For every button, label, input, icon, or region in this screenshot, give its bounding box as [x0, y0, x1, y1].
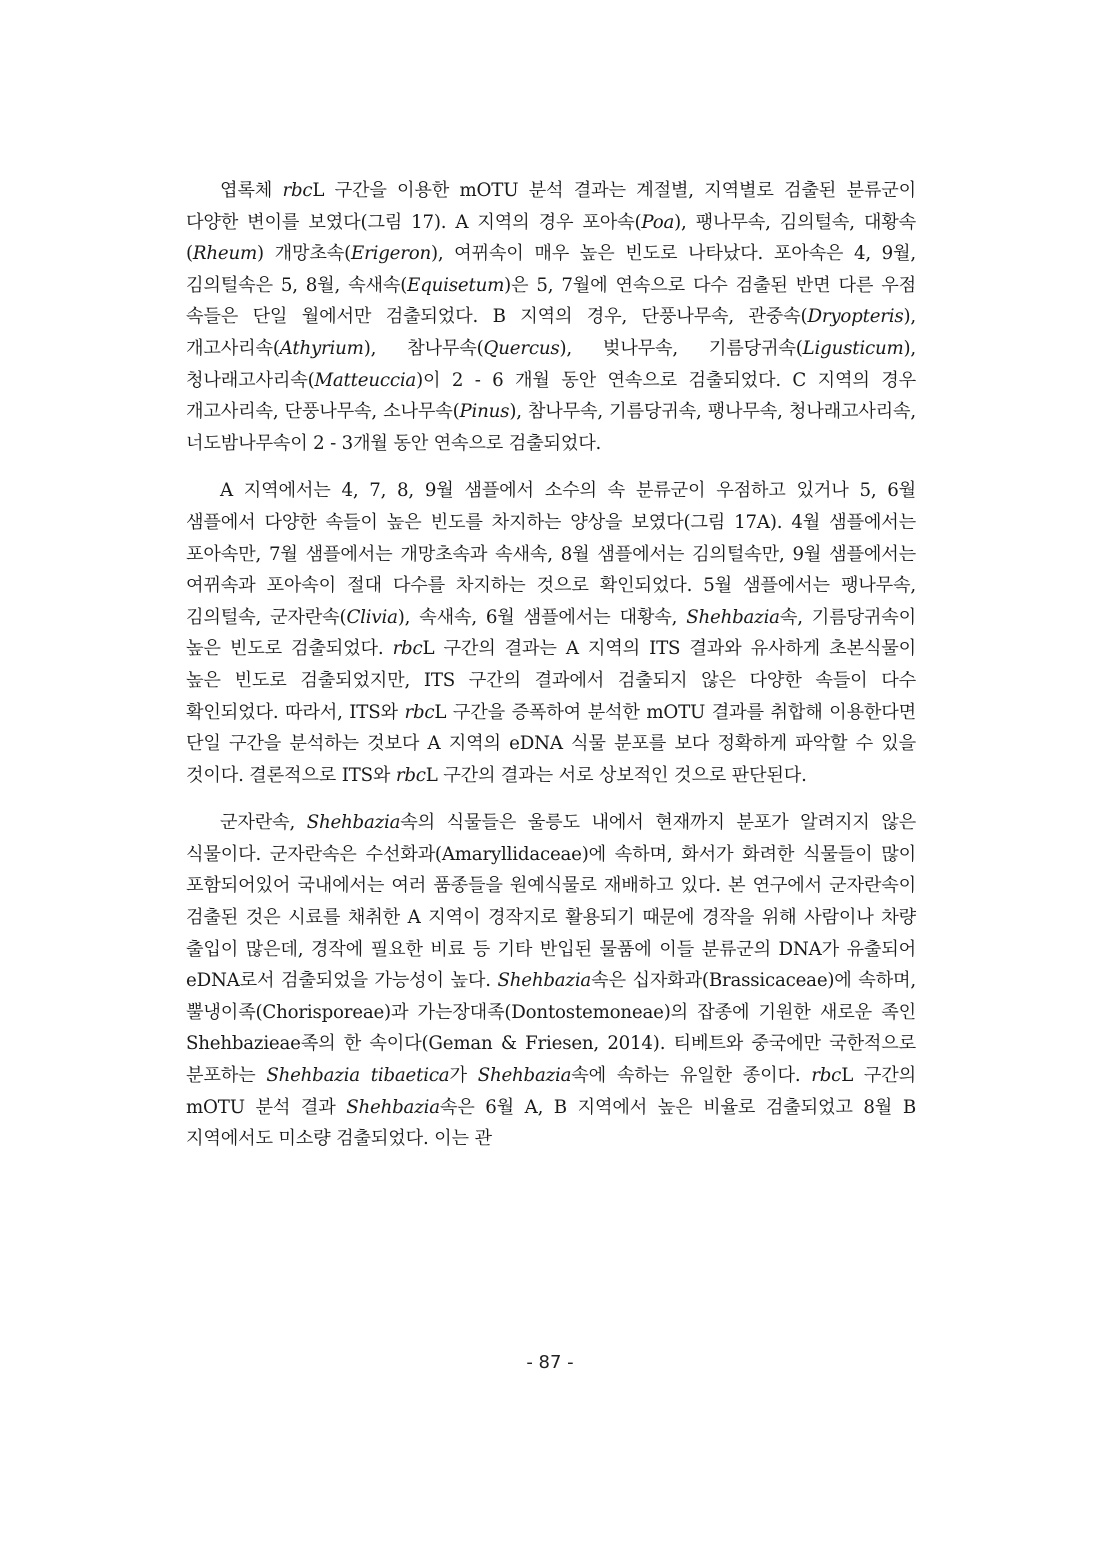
text-run: L 구간의 결과는 서로 상보적인 것으로 판단된다.	[425, 764, 807, 786]
text-run: 속은 십자화과(Brassicaceae)에 속하며, 뿔냉이족(Chorisporeae)과 가는장대족(Dontostemoneae)의 잡종에 기원한 새로운 족인 Shehbazieae족의 한 속이다(Geman & Friesen, 2014). 티베트와 중국에만 국한적으로 분포하는	[186, 970, 916, 1087]
italic-term: rbc	[811, 1065, 842, 1087]
paragraph	[186, 475, 916, 791]
text-run: 속의 식물들은 울릉도 내에서 현재까지 분포가 알려지지 않은 식물이다. 군자란속은 수선화과(Amaryllidaceae)에 속하며, 화서가 화려한 식물들이 많이 포함되어있어 국내에서는 여러 품종들을 원예식물로 재배하고 있다. 본 연구에서 군자란속이 검출된 것은 시료를 채취한 A 지역이 경작지로 활용되기 때문에 경작을 위해 사람이나 차량 출입이 많은데, 경작에 필요한 비료 등 기타 반입된 물품에 이들 분류군의 DNA가 유출되어 eDNA로서 검출되었을 가능성이 높다.	[186, 812, 916, 992]
italic-term: Shehbazia	[306, 812, 401, 834]
italic-term: rbc	[395, 764, 426, 786]
text-run: ), 벚나무속, 기름당귀속(	[559, 337, 803, 359]
text-run: 속, 기름당귀속이 높은 빈도로 검출되었다.	[186, 606, 917, 660]
paragraph	[186, 807, 916, 1155]
text-run: 속은 6월 A, B 지역에서 높은 비율로 검출되었고 8월 B 지역에서도 미소량 검출되었다. 이는 관	[186, 1096, 916, 1150]
text-run: ), 여뀌속이 매우 높은 빈도로 나타났다. 포아속은 4, 9월, 김의털속은 5, 8월, 속새속(	[186, 243, 916, 296]
text-run: ), 팽나무속, 김의털속, 대황속(	[186, 211, 916, 265]
italic-term: rbc	[282, 180, 313, 201]
text-run: )은 5, 7월에 연속으로 다수 검출된 반면 다른 우점 속들은 단일 월에서만 검출되었다. B 지역의 경우, 단풍나무속, 관중속(	[186, 274, 916, 328]
text-run: L 구간의 결과는 A 지역의 ITS 결과와 유사하게 초본식물이 높은 빈도로 검출되었지만, ITS 구간의 결과에서 검출되지 않은 다양한 속들이 다수 확인되었다. 따라서, ITS와	[186, 638, 916, 723]
paragraph	[186, 175, 916, 459]
text-run: )이 2 - 6 개월 동안 연속으로 검출되었다. C 지역의 경우 개고사리속, 단풍나무속, 소나무속(	[186, 369, 916, 423]
italic-term: Rheum	[192, 243, 258, 265]
italic-term: Poa	[641, 211, 675, 233]
italic-term: Pinus	[459, 401, 510, 423]
text-run: ), 청나래고사리속(	[186, 337, 916, 391]
italic-term: Dryopteris	[807, 306, 904, 328]
page-number: - 87 -	[526, 1352, 574, 1373]
text-run: ), 참나무속, 기름당귀속, 팽나무속, 청나래고사리속, 너도밤나무속이 2 - 3개월 동안 연속으로 검출되었다.	[186, 401, 916, 454]
text-run: ), 개고사리속(	[186, 306, 916, 359]
text-run: ) 개망초속(	[257, 243, 352, 265]
italic-term: Athyrium	[279, 337, 364, 359]
body-text	[186, 175, 916, 1171]
text-run: ), 속새속, 6월 샘플에서는 대황속,	[397, 606, 687, 628]
text-run: ), 참나무속(	[363, 337, 484, 359]
italic-term: Matteuccia	[314, 369, 417, 391]
italic-term: rbc	[404, 701, 435, 723]
italic-term: Shehbazia	[477, 1065, 572, 1087]
italic-term: Shehbazia	[497, 970, 592, 992]
text-run: L 구간의 mOTU 분석 결과	[186, 1065, 917, 1118]
italic-term: Shehbazia tibaetica	[266, 1065, 450, 1087]
italic-term: Ligusticum	[802, 337, 904, 359]
italic-term: Equisetum	[407, 274, 505, 296]
text-run: 속에 속하는 유일한 종이다.	[571, 1065, 812, 1087]
italic-term: Erigeron	[351, 243, 431, 265]
text-run: L 구간을 이용한 mOTU 분석 결과는 계절별, 지역별로 검출된 분류군이 다양한 변이를 보였다(그림 17). A 지역의 경우 포아속(	[186, 180, 916, 233]
text-run: 군자란속,	[220, 812, 307, 834]
italic-term: Clivia	[346, 606, 398, 628]
italic-term: rbc	[392, 638, 423, 660]
italic-term: Quercus	[483, 337, 560, 359]
italic-term: Shehbazia	[686, 606, 780, 628]
text-run: L 구간을 증폭하여 분석한 mOTU 결과를 취합해 이용한다면 단일 구간을 분석하는 것보다 A 지역의 eDNA 식물 분포를 보다 정확하게 파악할 수 있을 것이다. 결론적으로 ITS와	[186, 701, 917, 786]
italic-term: Shehbazia	[346, 1096, 440, 1118]
text-run: 가	[449, 1065, 478, 1087]
text-run: A 지역에서는 4, 7, 8, 9월 샘플에서 소수의 속 분류군이 우점하고 있거나 5, 6월 샘플에서 다양한 속들이 높은 빈도를 차지하는 양상을 보였다(그림 17A). 4월 샘플에서는 포아속만, 7월 샘플에서는 개망초속과 속새속, 8월 샘플에서는 김의털속만, 9월 샘플에서는 여뀌속과 포아속이 절대 다수를 차지하는 것으로 확인되었다. 5월 샘플에서는 팽나무속, 김의털속, 군자란속(	[186, 480, 916, 628]
text-run: 엽록체	[220, 180, 283, 201]
